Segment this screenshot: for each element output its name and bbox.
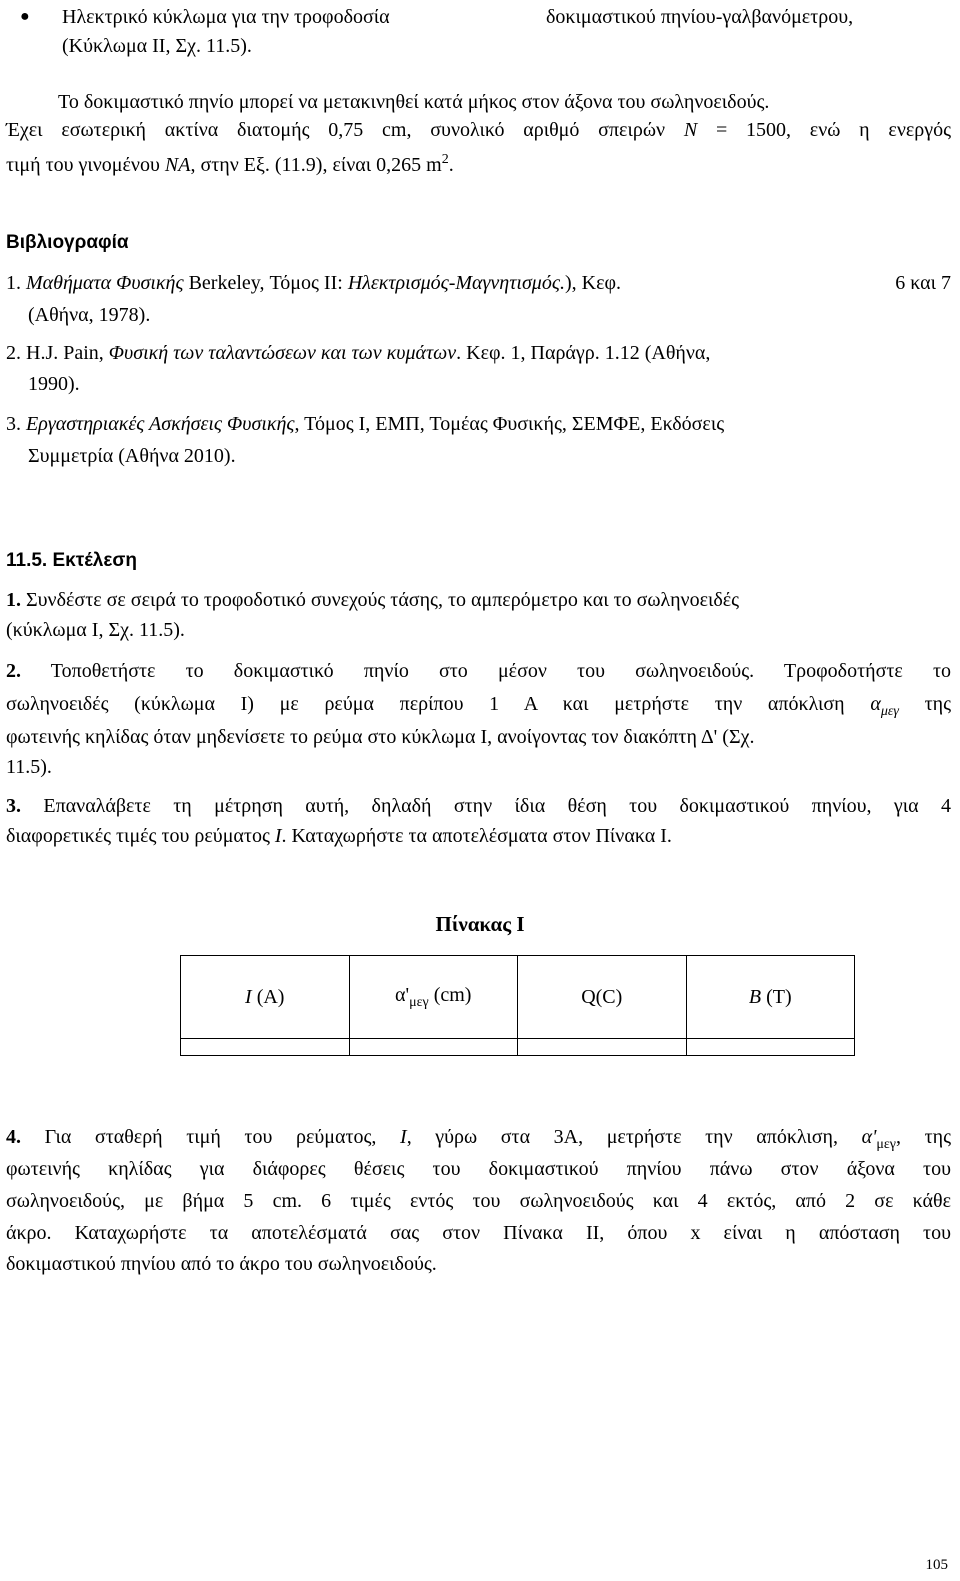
probe-text: Έχει εσωτερική ακτίνα διατομής 0,75 cm, συνολικό αριθμό σπειρών bbox=[6, 119, 684, 141]
table-cell bbox=[349, 1039, 518, 1056]
step-number: 1. bbox=[6, 589, 21, 611]
bibliography-ref1-line1 bbox=[6, 270, 951, 296]
alpha-subscript: μεγ bbox=[876, 1137, 896, 1152]
results-table bbox=[180, 955, 855, 1056]
alpha-subscript: μεγ bbox=[880, 704, 899, 719]
step2-line3: φωτεινής κηλίδας όταν μηδενίσετε το ρεύμα στο κύκλωμα Ι, ανοίγοντας τον διακόπτη Δ' (Σχ. bbox=[6, 726, 755, 748]
step4-line2: φωτεινής κηλίδας για διάφορες θέσεις του δοκιμαστικού πηνίου πάνω στον άξονα του bbox=[6, 1158, 951, 1180]
step-text: , της bbox=[895, 1126, 951, 1148]
header-var: α' bbox=[395, 983, 410, 1006]
bibliography-ref2-line1 bbox=[6, 340, 710, 366]
probe-var-na: NA bbox=[164, 154, 191, 176]
intro-bullet-text-a: Ηλεκτρικό κύκλωμα για την τροφοδοσία bbox=[62, 6, 390, 28]
ref-title: Μαθήματα Φυσικής bbox=[26, 272, 184, 294]
header-var: B bbox=[748, 985, 762, 1008]
step4-line5: δοκιμαστικού πηνίου από το άκρο του σωληνοειδούς. bbox=[6, 1253, 437, 1275]
alpha-symbol: α' bbox=[861, 1126, 877, 1148]
probe-text: . bbox=[448, 154, 454, 176]
step-text: της bbox=[898, 693, 951, 715]
ref-text: H.J. Pain, bbox=[21, 342, 109, 364]
header-unit: (A) bbox=[251, 985, 285, 1008]
table-cell bbox=[518, 1039, 687, 1056]
execution-heading: 11.5. Εκτέλεση bbox=[6, 550, 137, 571]
probe-text: = 1500, ενώ η ενεργός bbox=[697, 119, 952, 141]
bibliography-ref1-line2: (Αθήνα, 1978). bbox=[28, 304, 151, 326]
ref-number: 1. bbox=[6, 272, 21, 294]
table-cell bbox=[181, 1039, 350, 1056]
ref-text: ), Κεφ. bbox=[564, 272, 622, 294]
step4-line3: σωληνοειδούς, με βήμα 5 cm. 6 τιμές εντός του σωληνοειδούς και 4 εκτός, από 2 σε κάθε bbox=[6, 1190, 951, 1212]
bibliography-heading: Βιβλιογραφία bbox=[6, 232, 129, 253]
table-header-charge bbox=[518, 956, 687, 1039]
bibliography-ref3-line1 bbox=[6, 411, 724, 437]
ref-title: Εργαστηριακές Ασκήσεις Φυσικής bbox=[26, 413, 295, 435]
probe-paragraph-line2 bbox=[6, 117, 951, 143]
intro-bullet-line1 bbox=[62, 4, 950, 30]
ref-title: Φυσική των ταλαντώσεων και των κυμάτων bbox=[108, 342, 457, 364]
ref-subtitle: Ηλεκτρισμός-Μαγνητισμός. bbox=[347, 272, 565, 294]
table-header-deflection bbox=[349, 956, 518, 1039]
intro-bullet-line2: (Κύκλωμα ΙΙ, Σχ. 11.5). bbox=[62, 35, 252, 57]
current-symbol: I bbox=[274, 825, 282, 847]
table-header-field bbox=[686, 956, 855, 1039]
bibliography-ref3-line2: Συμμετρία (Αθήνα 2010). bbox=[28, 445, 236, 467]
probe-superscript: 2 bbox=[441, 152, 449, 167]
probe-paragraph-line3 bbox=[6, 147, 454, 178]
table-header-row bbox=[181, 956, 855, 1039]
step-text: , γύρω στα 3Α, μετρήστε την απόκλιση, bbox=[406, 1126, 862, 1148]
bullet-icon: ● bbox=[20, 8, 30, 25]
alpha-symbol: α bbox=[870, 693, 881, 715]
ref-text: Berkeley, Τόμος ΙΙ: bbox=[183, 272, 348, 294]
step3-line2 bbox=[6, 823, 672, 849]
ref-text: 6 και 7 bbox=[895, 272, 951, 294]
step2-line2 bbox=[6, 691, 951, 725]
step-text: σωληνοειδές (κύκλωμα Ι) με ρεύμα περίπου 1 Α και μετρήστε την απόκλιση bbox=[6, 693, 871, 715]
header-subscript: μεγ bbox=[409, 994, 429, 1010]
step2-line4: 11.5). bbox=[6, 756, 52, 778]
ref-text: , Τόμος Ι, ΕΜΠ, Τομέας Φυσικής, ΣΕΜΦΕ, Εκδόσεις bbox=[294, 413, 725, 435]
probe-paragraph-line1: Το δοκιμαστικό πηνίο μπορεί να μετακινηθεί κατά μήκος στον άξονα του σωληνοειδούς. bbox=[58, 91, 770, 113]
probe-var-n: N bbox=[683, 119, 698, 141]
step4-line1 bbox=[6, 1124, 951, 1158]
bibliography-ref2-line2: 1990). bbox=[28, 373, 80, 395]
header-var: Q(C) bbox=[581, 985, 623, 1008]
step1-line1 bbox=[6, 587, 739, 613]
step-text: Επαναλάβετε τη μέτρηση αυτή, δηλαδή στην ίδια θέση του δοκιμαστικού πηνίου, για 4 bbox=[21, 795, 951, 817]
step4-line4: άκρο. Καταχωρήστε τα αποτελέσματά σας στον Πίνακα ΙΙ, όπου x είναι η απόσταση του bbox=[6, 1222, 951, 1244]
header-unit: (cm) bbox=[428, 983, 472, 1006]
intro-bullet-text-b: δοκιμαστικού πηνίου-γαλβανόμετρου, bbox=[546, 6, 854, 28]
ref-number: 3. bbox=[6, 413, 21, 435]
step-number: 2. bbox=[6, 660, 21, 682]
step-text: διαφορετικές τιμές του ρεύματος bbox=[6, 825, 275, 847]
step-number: 4. bbox=[6, 1126, 21, 1148]
step-text: . Καταχωρήστε τα αποτελέσματα στον Πίνακα Ι. bbox=[281, 825, 672, 847]
step-text: Τοποθετήστε το δοκιμαστικό πηνίο στο μέσον του σωληνοειδούς. Τροφοδοτήστε το bbox=[21, 660, 951, 682]
ref-text: . Κεφ. 1, Παράγρ. 1.12 (Αθήνα, bbox=[456, 342, 711, 364]
header-unit: (T) bbox=[761, 985, 792, 1008]
step-text: Συνδέστε σε σειρά το τροφοδοτικό συνεχούς τάσης, το αμπερόμετρο και το σωληνοειδές bbox=[21, 589, 740, 611]
step1-line2: (κύκλωμα Ι, Σχ. 11.5). bbox=[6, 619, 185, 641]
step-text: Για σταθερή τιμή του ρεύματος, bbox=[21, 1126, 401, 1148]
step3-line1 bbox=[6, 793, 951, 819]
page-number: 105 bbox=[925, 1557, 948, 1573]
step2-line1 bbox=[6, 658, 951, 684]
current-symbol: I bbox=[400, 1126, 407, 1148]
table-row bbox=[181, 1039, 855, 1056]
table-cell bbox=[686, 1039, 855, 1056]
ref-number: 2. bbox=[6, 342, 21, 364]
probe-text: τιμή του γινομένου bbox=[6, 154, 165, 176]
step-number: 3. bbox=[6, 795, 21, 817]
table-header-current bbox=[181, 956, 350, 1039]
probe-text: , στην Εξ. (11.9), είναι 0,265 m bbox=[190, 154, 442, 176]
header-var: I bbox=[245, 985, 252, 1008]
table-title: Πίνακας Ι bbox=[435, 912, 525, 936]
